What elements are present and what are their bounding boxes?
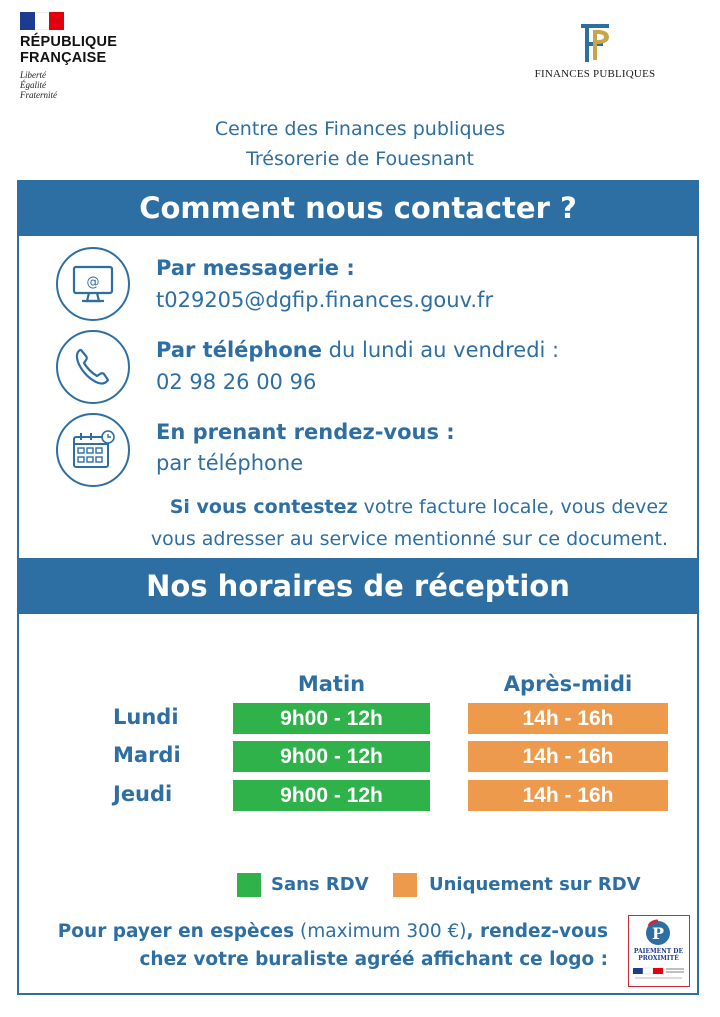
republic-motto: Liberté Égalité Fraternité xyxy=(20,70,57,100)
marianne-flag-logo xyxy=(20,12,64,30)
day-label: Mardi xyxy=(113,743,181,767)
centre-heading: Centre des Finances publiques Trésorerie de Fouesnant xyxy=(214,118,506,170)
proximite-logo-line1: PAIEMENT DE xyxy=(633,948,684,955)
republique-francaise-title: RÉPUBLIQUE FRANÇAISE xyxy=(20,34,118,66)
morning-slot: 9h00 - 12h xyxy=(233,780,430,811)
svg-text:@: @ xyxy=(86,275,100,290)
legend-green-label: Sans RDV xyxy=(271,874,369,895)
email-label: Par messagerie : xyxy=(156,256,355,280)
legend-orange-label: Uniquement sur RDV xyxy=(429,874,641,895)
afternoon-slot: 14h - 16h xyxy=(468,780,668,811)
svg-text:P: P xyxy=(651,924,665,943)
appointment-label: En prenant rendez-vous : xyxy=(156,420,455,444)
morning-slot: 9h00 - 12h xyxy=(233,741,430,772)
proximite-logo-line2: PROXIMITÉ xyxy=(638,955,679,962)
morning-slot: 9h00 - 12h xyxy=(233,703,430,734)
calendar-icon xyxy=(56,413,130,487)
appointment-value: par téléphone xyxy=(156,451,304,475)
contest-notice: Si vous contestez votre facture locale, vous devez vous adresser au service mentionné sur ce document. xyxy=(150,496,668,550)
finances-publiques-label: FINANCES PUBLIQUES xyxy=(534,68,656,80)
paiement-proximite-logo xyxy=(628,915,690,987)
phone-number[interactable]: 02 98 26 00 96 xyxy=(156,370,317,394)
hours-section-title: Nos horaires de réception xyxy=(17,558,699,614)
phone-icon xyxy=(56,330,130,404)
afternoon-slot: 14h - 16h xyxy=(468,703,668,734)
email-computer-icon xyxy=(56,247,130,321)
day-label: Jeudi xyxy=(113,782,173,806)
finances-publiques-logo-icon xyxy=(575,20,615,64)
column-header-morning: Matin xyxy=(297,672,366,696)
legend-orange-swatch xyxy=(393,873,417,897)
email-address-link[interactable]: t029205@dgfip.finances.gouv.fr xyxy=(156,288,494,312)
legend-green-swatch xyxy=(237,873,261,897)
column-header-afternoon: Après-midi xyxy=(503,672,633,696)
payment-notice: Pour payer en espèces (maximum 300 €), rendez-vous chez votre buraliste agréé affichant ce logo : xyxy=(57,921,608,970)
contact-section-title: Comment nous contacter ? xyxy=(17,180,699,236)
afternoon-slot: 14h - 16h xyxy=(468,741,668,772)
phone-label: Par téléphone du lundi au vendredi : xyxy=(156,338,560,362)
day-label: Lundi xyxy=(113,705,179,729)
